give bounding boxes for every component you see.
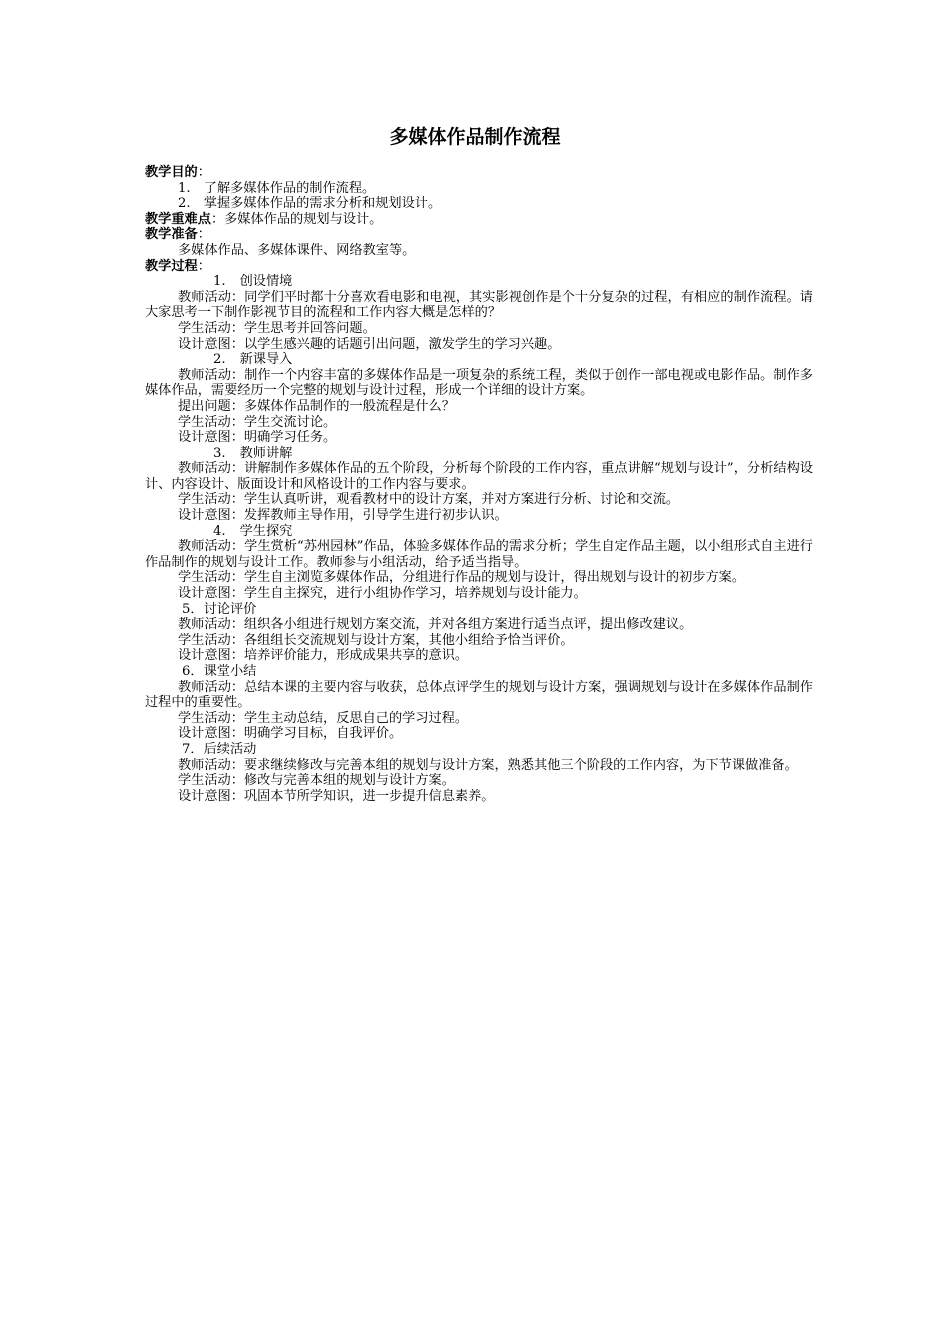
process-heading: 教学过程 bbox=[145, 258, 198, 274]
section-4-heading: 4. 学生探究 bbox=[213, 523, 293, 539]
teacher-activity: 教师活动：要求继续修改与完善本组的规划与设计方案，熟悉其他三个阶段的工作内容，为下节课做准备。 bbox=[178, 757, 798, 773]
section-1-heading: 1. 创设情境 bbox=[213, 274, 293, 290]
objectives-heading: 教学目的 bbox=[145, 165, 198, 180]
design-intent: 设计意图：以学生感兴趣的话题引出问题，激发学生的学习兴趣。 bbox=[178, 336, 561, 352]
design-intent: 设计意图：培养评价能力，形成成果共享的意识。 bbox=[178, 648, 469, 664]
teacher-activity: 教师活动：同学们平时都十分喜欢看电影和电视，其实影视创作是个十分复杂的过程，有相应的制作流程。请大家思考一下制作影视节目的流程和工作内容大概是怎样的？ bbox=[145, 289, 813, 321]
section-title: 学生探究 bbox=[239, 523, 293, 539]
process-heading-line: 教学过程： bbox=[145, 258, 211, 274]
objective-item: 1. 了解多媒体作品的制作流程。 bbox=[178, 180, 376, 196]
section-2-heading: 2. 新课导入 bbox=[213, 352, 293, 368]
teacher-activity: 教师活动：组织各小组进行规划方案交流，并对各组方案进行适当点评，提出修改建议。 bbox=[178, 617, 693, 633]
key-points-text: 多媒体作品的规划与设计。 bbox=[224, 211, 383, 227]
preparation-heading-line: 教学准备： bbox=[145, 227, 211, 243]
student-activity: 学生活动：各组组长交流规划与设计方案，其他小组给予恰当评价。 bbox=[178, 632, 574, 648]
design-intent: 设计意图：明确学习任务。 bbox=[178, 430, 337, 446]
document-body bbox=[145, 165, 813, 804]
objective-item: 2. 掌握多媒体作品的需求分析和规划设计。 bbox=[178, 196, 442, 212]
student-activity: 学生活动：学生思考并回答问题。 bbox=[178, 320, 376, 336]
section-title: 教师讲解 bbox=[239, 445, 293, 461]
teacher-activity: 教师活动：制作一个内容丰富的多媒体作品是一项复杂的系统工程，类似于创作一部电视或电影作品。制作多媒体作品，需要经历一个完整的规划与设计过程，形成一个详细的设计方案。 bbox=[145, 367, 813, 399]
preparation-text: 多媒体作品、多媒体课件、网络教室等。 bbox=[178, 242, 416, 258]
student-activity: 学生活动：学生主动总结，反思自己的学习过程。 bbox=[178, 710, 469, 726]
section-title: 创设情境 bbox=[239, 274, 293, 290]
design-intent: 设计意图：发挥教师主导作用，引导学生进行初步认识。 bbox=[178, 508, 508, 524]
design-intent: 设计意图：明确学习目标，自我评价。 bbox=[178, 726, 403, 742]
teacher-activity: 教师活动：讲解制作多媒体作品的五个阶段，分析每个阶段的工作内容，重点讲解“规划与设计”，分析结构设计、内容设计、版面设计和风格设计的工作内容与要求。 bbox=[145, 461, 813, 492]
design-intent: 设计意图：巩固本节所学知识，进一步提升信息素养。 bbox=[178, 788, 495, 804]
student-activity: 学生活动：学生认真听讲，观看教材中的设计方案，并对方案进行分析、讨论和交流。 bbox=[178, 492, 680, 508]
objectives-heading-line: 教学目的： bbox=[145, 165, 211, 180]
section-3-heading: 3. 教师讲解 bbox=[213, 445, 293, 461]
preparation-heading: 教学准备 bbox=[145, 227, 198, 243]
design-intent: 设计意图：学生自主探究，进行小组协作学习，培养规划与设计能力。 bbox=[178, 586, 587, 602]
key-points-line: 教学重难点：多媒体作品的规划与设计。 bbox=[145, 211, 383, 227]
teacher-activity: 教师活动：学生赏析“苏州园林”作品，体验多媒体作品的需求分析；学生自定作品主题，以小组形式自主进行作品制作的规划与设计工作。教师参与小组活动，给予适当指导。 bbox=[145, 539, 813, 570]
section-7-heading: 7．后续活动 bbox=[182, 741, 257, 757]
section-5-heading: 5．讨论评价 bbox=[182, 601, 257, 617]
section-title: 新课导入 bbox=[239, 352, 293, 368]
key-points-heading: 教学重难点 bbox=[145, 211, 211, 227]
student-activity: 学生活动：学生交流讨论。 bbox=[178, 414, 337, 430]
teacher-activity: 教师活动：总结本课的主要内容与收获，总体点评学生的规划与设计方案，强调规划与设计在多媒体作品制作过程中的重要性。 bbox=[145, 679, 813, 711]
section-6-heading: 6．课堂小结 bbox=[182, 664, 257, 679]
document-title: 多媒体作品制作流程 bbox=[389, 126, 561, 148]
student-activity: 学生活动：学生自主浏览多媒体作品，分组进行作品的规划与设计，得出规划与设计的初步方案。 bbox=[178, 570, 746, 586]
question: 提出问题：多媒体作品制作的一般流程是什么？ bbox=[178, 398, 455, 414]
student-activity: 学生活动：修改与完善本组的规划与设计方案。 bbox=[178, 773, 455, 789]
